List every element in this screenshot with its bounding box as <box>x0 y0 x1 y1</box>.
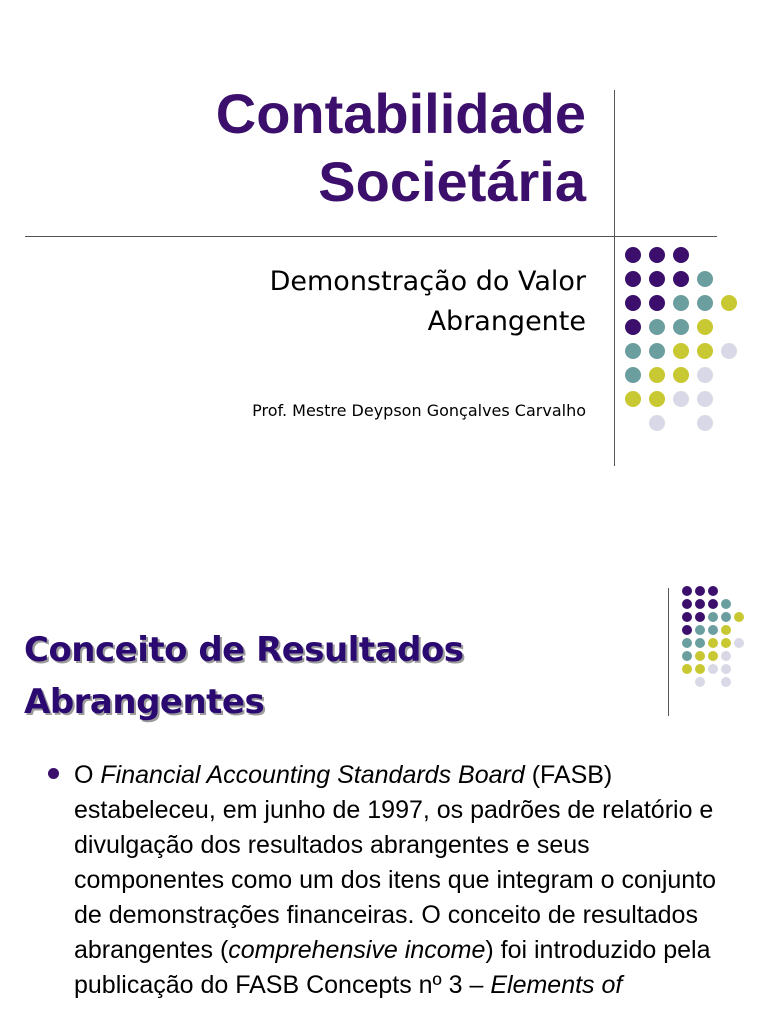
dot-lavender <box>721 664 731 674</box>
italic-term: Elements of <box>490 971 623 999</box>
dot-olive <box>649 391 665 407</box>
dot-lavender <box>734 638 744 648</box>
slide-subtitle <box>270 262 586 342</box>
dot-olive <box>721 295 737 311</box>
slide-title <box>216 80 586 216</box>
dot-teal <box>649 343 665 359</box>
dot-teal <box>721 599 731 609</box>
dot-purple <box>673 247 689 263</box>
dot-purple <box>625 295 641 311</box>
heading-line-1: Conceito de Resultados <box>24 630 464 670</box>
dot-teal <box>682 638 692 648</box>
subtitle-line-1: Demonstração do Valor <box>269 266 586 297</box>
bullet-dot-icon <box>48 768 59 779</box>
dot-teal <box>708 612 718 622</box>
dot-purple <box>625 247 641 263</box>
dot-olive <box>673 343 689 359</box>
dot-lavender <box>708 664 718 674</box>
dot-olive <box>734 612 744 622</box>
dot-purple <box>682 599 692 609</box>
dot-olive <box>682 664 692 674</box>
dot-teal <box>673 319 689 335</box>
title-line-2: Societária <box>318 150 586 213</box>
dot-grid-decoration <box>625 247 745 439</box>
dot-olive <box>697 319 713 335</box>
dot-lavender <box>697 391 713 407</box>
dot-lavender <box>673 391 689 407</box>
dot-purple <box>695 586 705 596</box>
dot-teal <box>649 319 665 335</box>
dot-purple <box>682 625 692 635</box>
dot-lavender <box>721 343 737 359</box>
dot-lavender <box>649 415 665 431</box>
dot-teal <box>695 638 705 648</box>
bullet-item <box>48 758 738 1003</box>
dot-purple <box>625 319 641 335</box>
dot-purple <box>682 586 692 596</box>
dot-lavender <box>721 651 731 661</box>
dot-purple <box>649 271 665 287</box>
dot-purple <box>708 586 718 596</box>
dot-olive <box>708 638 718 648</box>
italic-term: Financial Accounting Standards Board <box>100 761 525 789</box>
text-segment: ) foi introduzido pela publicação do FASB Concepts nº 3 – <box>74 936 711 999</box>
text-segment: (FASB) estabeleceu, em junho de 1997, os padrões de relatório e divulgação dos resultados abrangentes e seus componentes como um dos itens que integram o conjunto de demonstrações financeiras. O conceito de resultados abrangentes ( <box>74 761 717 964</box>
bullet-text <box>74 758 738 1003</box>
dot-teal <box>708 625 718 635</box>
dot-teal <box>682 651 692 661</box>
dot-purple <box>673 271 689 287</box>
dot-purple <box>625 271 641 287</box>
dot-purple <box>682 612 692 622</box>
dot-olive <box>721 638 731 648</box>
dot-olive <box>708 651 718 661</box>
dot-olive <box>625 391 641 407</box>
dot-teal <box>695 625 705 635</box>
content-slide <box>0 560 768 1024</box>
title-line-1: Contabilidade <box>215 82 586 145</box>
vertical-divider <box>614 90 615 466</box>
dot-grid-decoration-small <box>682 586 752 696</box>
dot-olive <box>721 625 731 635</box>
dot-lavender <box>697 415 713 431</box>
dot-teal <box>625 343 641 359</box>
text-segment: O <box>74 761 101 789</box>
dot-teal <box>625 367 641 383</box>
dot-lavender <box>697 367 713 383</box>
dot-purple <box>695 599 705 609</box>
dot-lavender <box>695 677 705 687</box>
dot-purple <box>649 295 665 311</box>
dot-teal <box>697 271 713 287</box>
dot-olive <box>695 651 705 661</box>
slide-heading <box>24 624 464 728</box>
dot-olive <box>673 367 689 383</box>
heading-line-2: Abrangentes <box>24 682 265 722</box>
dot-purple <box>649 247 665 263</box>
vertical-divider <box>668 588 669 716</box>
subtitle-line-2: Abrangente <box>427 306 586 337</box>
italic-term: comprehensive income <box>228 936 486 964</box>
dot-olive <box>695 664 705 674</box>
dot-olive <box>649 367 665 383</box>
dot-teal <box>721 612 731 622</box>
dot-purple <box>695 612 705 622</box>
dot-teal <box>697 295 713 311</box>
author-name: Prof. Mestre Deypson Gonçalves Carvalho <box>252 401 586 420</box>
dot-lavender <box>721 677 731 687</box>
dot-olive <box>697 343 713 359</box>
dot-teal <box>673 295 689 311</box>
dot-purple <box>708 599 718 609</box>
